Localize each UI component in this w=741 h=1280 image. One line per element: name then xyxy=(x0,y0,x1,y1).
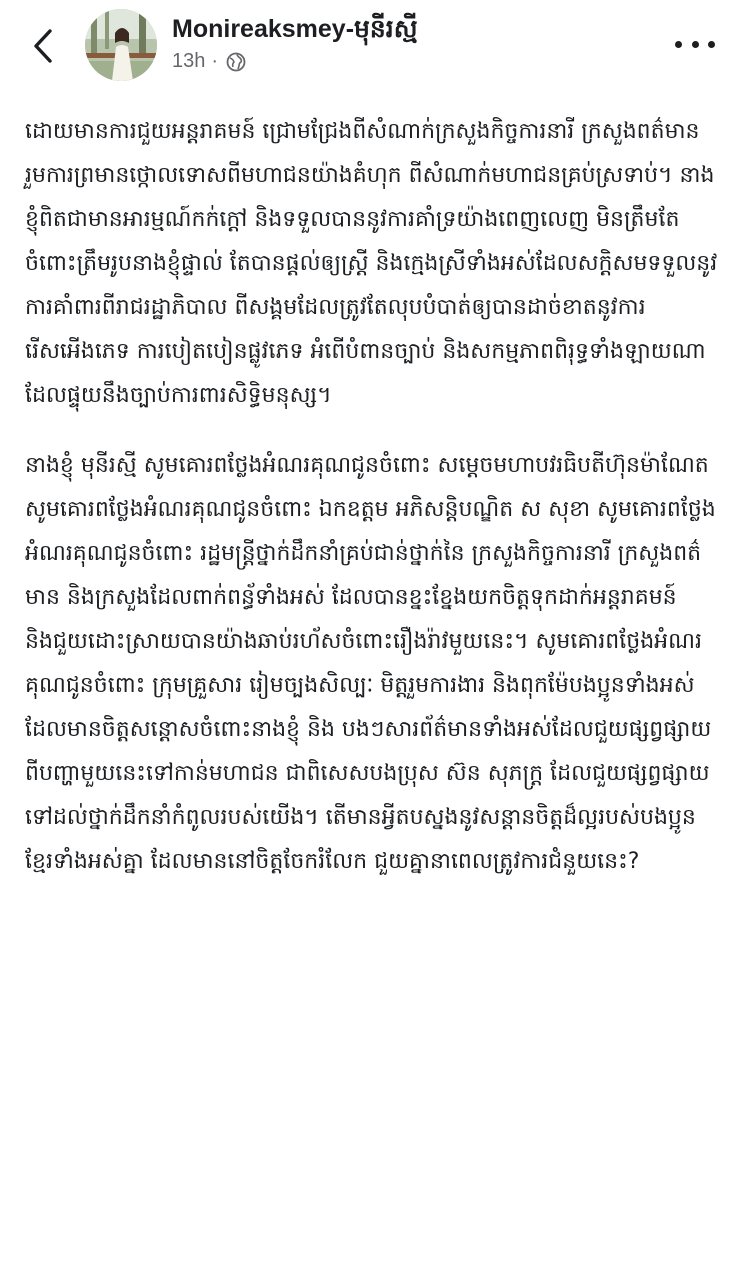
post-timestamp[interactable]: 13h xyxy=(172,50,206,72)
post-header xyxy=(0,0,741,90)
author-name[interactable]: Monireaksmey-មុនីរស្មី xyxy=(172,15,418,43)
post-meta xyxy=(172,50,246,73)
avatar-photo xyxy=(85,9,157,81)
author-avatar[interactable] xyxy=(85,9,157,81)
globe-icon[interactable] xyxy=(226,52,246,72)
meta-separator: · xyxy=(211,50,219,72)
more-horizontal-icon-dot xyxy=(675,41,682,48)
post-text xyxy=(25,110,720,884)
back-button[interactable] xyxy=(26,24,60,68)
post-paragraph-2: នាងខ្ញុំ មុនីរស្មី សូមគោរពថ្លែងអំណរគុណជូនចំពោះ សម្តេចមហាបវរធិបតីហ៊ុនម៉ាណែត សូមគោរពថ្លែងអំណរគុណជូនចំពោះ ឯកឧត្តម អភិសន្តិបណ្ឌិត ស សុខា សូមគោរពថ្លែងអំណរគុណជូនចំពោះ រដ្ឋមន្ត្រីថ្នាក់ដឹកនាំគ្រប់ជាន់ថ្នាក់នៃ ក្រសួងកិច្ចការនារី ក្រសួងពត៌មាន និងក្រសួងដែលពាក់ពន្ធ័ទាំងអស់ ដែលបានខ្នះខ្នែងយកចិត្តទុកដាក់អន្តរាគមន៍ និងជួយដោះស្រាយបានយ៉ាងឆាប់រហ័សចំពោះរឿងរ៉ាវមួយនេះ។ សូមគោរពថ្លែងអំណរគុណជូនចំពោះ ក្រុមគ្រួសារ រៀមច្បងសិល្បៈ មិត្តរួមការងារ និងពុកម៉ែបងប្អូនទាំងអស់ ដែលមានចិត្តសន្តោសចំពោះនាងខ្ញុំ និង បងៗសារព័ត៌មានទាំងអស់ដែលជួយផ្សព្វផ្សាយពីបញ្ហាមួយនេះទៅកាន់មហាជន ជាពិសេសបងប្រុស ស៊ន សុភក្រ្ត ដែលជួយផ្សព្វផ្សាយទៅដល់ថ្នាក់ដឹកនាំកំពូលរបស់យើង។ តើមានអ្វីតបស្នងនូវសន្តានចិត្តដ៏ល្អរបស់បងប្អូនខ្មែរទាំងអស់គ្នា ដែលមាននៅចិត្តចែករំលែក ជួយគ្នានាពេលត្រូវការជំនួយនេះ? xyxy=(25,453,716,874)
more-horizontal-icon-dot xyxy=(708,41,715,48)
more-options-button[interactable] xyxy=(675,32,715,56)
chevron-left-icon xyxy=(32,28,54,64)
more-horizontal-icon-dot xyxy=(692,41,699,48)
post-paragraph-1: ដោយមានការជួយអន្តរាគមន៍ ជ្រោមជ្រែងពីសំណាក់ក្រសួងកិច្ចការនារី ក្រសួងពត៌មាន រួមការព្រមានថ្កោលទោសពីមហាជនយ៉ាងគំហុក ពីសំណាក់មហាជនគ្រប់ស្រទាប់។ នាងខ្ញុំពិតជាមានអារម្មណ៍កក់ក្តៅ និងទទួលបាននូវការគាំទ្រយ៉ាងពេញលេញ មិនត្រឹមតែចំពោះត្រឹមរូបនាងខ្ញុំផ្ទាល់ តែបានផ្តល់ឲ្យស្ត្រី និងក្មេងស្រីទាំងអស់ដែលសក្តិសមទទួលនូវការគាំពារពីរាជរដ្ឋាភិបាល ពីសង្គមដែលត្រូវតែលុបបំបាត់ឲ្យបានដាច់ខាតនូវការរើសអើងភេទ ការបៀតបៀនផ្លូវភេទ អំពើបំពានច្បាប់ និងសកម្មភាពពិរុទ្ធទាំងឡាយណាដែលផ្ទុយនឹងច្បាប់ការពារសិទ្ធិមនុស្ស។ xyxy=(25,119,718,408)
